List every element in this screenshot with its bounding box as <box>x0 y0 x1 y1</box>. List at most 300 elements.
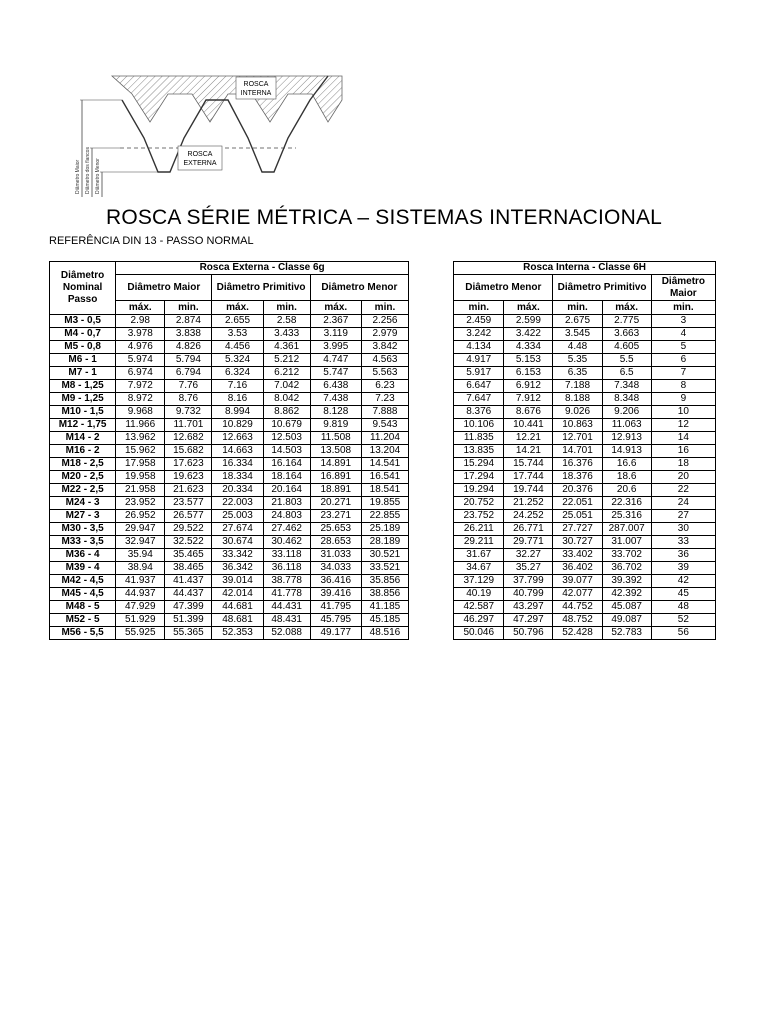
table-cell: 41.185 <box>361 601 408 614</box>
table-cell: 20.334 <box>212 484 263 497</box>
table-cell: 35.27 <box>504 562 553 575</box>
table-row <box>50 367 716 380</box>
thread-size-cell: M18 - 2,5 <box>50 458 116 471</box>
table-row <box>50 406 716 419</box>
table-row <box>50 471 716 484</box>
table-cell: 28.189 <box>361 536 408 549</box>
table-cell: 9.732 <box>165 406 212 419</box>
table-cell: 12.663 <box>212 432 263 445</box>
table-cell: 37.799 <box>504 575 553 588</box>
table-cell: 40.19 <box>454 588 504 601</box>
table-cell: 14 <box>651 432 715 445</box>
table-cell: 7.23 <box>361 393 408 406</box>
ext-sub-header: min. <box>165 301 212 315</box>
table-cell: 44.681 <box>212 601 263 614</box>
table-row <box>50 484 716 497</box>
table-cell: 38.778 <box>263 575 310 588</box>
table-cell: 55.925 <box>116 627 165 640</box>
table-cell: 36.342 <box>212 562 263 575</box>
table-cell: 31.007 <box>602 536 651 549</box>
ext-major-header: Diâmetro Maior <box>116 275 212 301</box>
thread-size-cell: M22 - 2,5 <box>50 484 116 497</box>
table-cell: 12.503 <box>263 432 310 445</box>
thread-size-cell: M9 - 1,25 <box>50 393 116 406</box>
table-cell: 26.577 <box>165 510 212 523</box>
table-cell: 6.438 <box>310 380 361 393</box>
table-cell: 7.972 <box>116 380 165 393</box>
table-cell: 28.653 <box>310 536 361 549</box>
table-cell: 41.937 <box>116 575 165 588</box>
table-cell: 18.891 <box>310 484 361 497</box>
internal-thread-hatch <box>112 76 342 122</box>
table-cell: 13.962 <box>116 432 165 445</box>
table-cell: 13.835 <box>454 445 504 458</box>
table-cell: 17.294 <box>454 471 504 484</box>
table-cell: 6 <box>651 354 715 367</box>
table-cell: 8.76 <box>165 393 212 406</box>
table-cell: 6.153 <box>504 367 553 380</box>
table-cell: 16 <box>651 445 715 458</box>
table-cell: 38.94 <box>116 562 165 575</box>
table-cell: 29.211 <box>454 536 504 549</box>
table-cell: 52.783 <box>602 627 651 640</box>
table-cell: 6.212 <box>263 367 310 380</box>
table-cell: 7.348 <box>602 380 651 393</box>
table-cell: 19.294 <box>454 484 504 497</box>
table-cell: 4.747 <box>310 354 361 367</box>
table-cell: 17.744 <box>504 471 553 484</box>
table-cell: 47.297 <box>504 614 553 627</box>
table-cell: 10.829 <box>212 419 263 432</box>
table-cell: 8.348 <box>602 393 651 406</box>
table-cell: 9.206 <box>602 406 651 419</box>
table-row <box>50 315 716 328</box>
table-cell: 11.966 <box>116 419 165 432</box>
table-cell: 2.775 <box>602 315 651 328</box>
table-cell: 15.294 <box>454 458 504 471</box>
table-cell: 2.874 <box>165 315 212 328</box>
table-cell: 12.913 <box>602 432 651 445</box>
int-sub-header: máx. <box>504 301 553 315</box>
table-cell: 8.994 <box>212 406 263 419</box>
table-cell: 12 <box>651 419 715 432</box>
ext-sub-header: min. <box>361 301 408 315</box>
table-cell: 7.16 <box>212 380 263 393</box>
table-cell: 20.376 <box>553 484 602 497</box>
table-cell: 44.752 <box>553 601 602 614</box>
table-cell: 23.752 <box>454 510 504 523</box>
label-rosca-externa-2: EXTERNA <box>183 160 217 167</box>
table-cell: 8.16 <box>212 393 263 406</box>
table-cell: 42 <box>651 575 715 588</box>
table-cell: 15.744 <box>504 458 553 471</box>
table-cell: 6.5 <box>602 367 651 380</box>
table-cell: 6.324 <box>212 367 263 380</box>
table-cell: 41.778 <box>263 588 310 601</box>
table-cell: 15.682 <box>165 445 212 458</box>
table-cell: 25.051 <box>553 510 602 523</box>
table-cell: 46.297 <box>454 614 504 627</box>
dim-label-major: Diâmetro Maior <box>75 159 81 194</box>
table-cell: 33 <box>651 536 715 549</box>
table-cell: 3.433 <box>263 328 310 341</box>
table-cell: 4.334 <box>504 341 553 354</box>
thread-size-cell: M48 - 5 <box>50 601 116 614</box>
thread-size-cell: M20 - 2,5 <box>50 471 116 484</box>
table-cell: 47.929 <box>116 601 165 614</box>
table-cell: 38.856 <box>361 588 408 601</box>
table-cell: 18.541 <box>361 484 408 497</box>
table-row <box>50 354 716 367</box>
table-cell: 2.599 <box>504 315 553 328</box>
table-row <box>50 627 716 640</box>
table-cell: 2.675 <box>553 315 602 328</box>
table-row <box>50 497 716 510</box>
table-cell: 22.316 <box>602 497 651 510</box>
table-cell: 7.188 <box>553 380 602 393</box>
table-cell: 4.48 <box>553 341 602 354</box>
table-cell: 4.976 <box>116 341 165 354</box>
thread-size-cell: M4 - 0,7 <box>50 328 116 341</box>
table-cell: 34.033 <box>310 562 361 575</box>
table-cell: 39.014 <box>212 575 263 588</box>
table-cell: 5.747 <box>310 367 361 380</box>
table-cell: 42.077 <box>553 588 602 601</box>
table-cell: 9.819 <box>310 419 361 432</box>
table-cell: 51.399 <box>165 614 212 627</box>
table-cell: 16.6 <box>602 458 651 471</box>
table-cell: 26.952 <box>116 510 165 523</box>
table-cell: 20.6 <box>602 484 651 497</box>
thread-size-cell: M7 - 1 <box>50 367 116 380</box>
table-cell: 3.53 <box>212 328 263 341</box>
table-cell: 9.968 <box>116 406 165 419</box>
table-cell: 44.431 <box>263 601 310 614</box>
table-cell: 37.129 <box>454 575 504 588</box>
table-row <box>50 523 716 536</box>
table-cell: 30.727 <box>553 536 602 549</box>
thread-size-cell: M27 - 3 <box>50 510 116 523</box>
table-cell: 7.042 <box>263 380 310 393</box>
table-cell: 41.795 <box>310 601 361 614</box>
table-cell: 30.521 <box>361 549 408 562</box>
table-cell: 20.164 <box>263 484 310 497</box>
table-cell: 49.087 <box>602 614 651 627</box>
table-cell: 33.118 <box>263 549 310 562</box>
ext-sub-header: máx. <box>212 301 263 315</box>
table-cell: 56 <box>651 627 715 640</box>
table-cell: 29.771 <box>504 536 553 549</box>
table-cell: 47.399 <box>165 601 212 614</box>
table-cell: 45.185 <box>361 614 408 627</box>
table-cell: 29.522 <box>165 523 212 536</box>
table-cell: 2.655 <box>212 315 263 328</box>
table-cell: 2.459 <box>454 315 504 328</box>
thread-size-cell: M14 - 2 <box>50 432 116 445</box>
table-cell: 13.508 <box>310 445 361 458</box>
table-cell: 36 <box>651 549 715 562</box>
table-cell: 48.752 <box>553 614 602 627</box>
table-cell: 2.58 <box>263 315 310 328</box>
table-cell: 44.937 <box>116 588 165 601</box>
table-cell: 25.003 <box>212 510 263 523</box>
table-cell: 45 <box>651 588 715 601</box>
table-cell: 4.826 <box>165 341 212 354</box>
table-cell: 11.508 <box>310 432 361 445</box>
table-cell: 22.003 <box>212 497 263 510</box>
table-row <box>50 588 716 601</box>
table-row <box>50 562 716 575</box>
table-cell: 36.402 <box>553 562 602 575</box>
table-cell: 6.912 <box>504 380 553 393</box>
table-cell: 6.647 <box>454 380 504 393</box>
ext-sub-header: máx. <box>116 301 165 315</box>
table-row <box>50 575 716 588</box>
thread-size-cell: M33 - 3,5 <box>50 536 116 549</box>
table-cell: 38.465 <box>165 562 212 575</box>
table-cell: 21.803 <box>263 497 310 510</box>
table-row <box>50 341 716 354</box>
table-cell: 42.392 <box>602 588 651 601</box>
table-cell: 45.087 <box>602 601 651 614</box>
table-cell: 14.663 <box>212 445 263 458</box>
table-cell: 14.891 <box>310 458 361 471</box>
table-cell: 6.794 <box>165 367 212 380</box>
table-cell: 34.67 <box>454 562 504 575</box>
table-cell: 11.204 <box>361 432 408 445</box>
table-cell: 10.679 <box>263 419 310 432</box>
table-cell: 24 <box>651 497 715 510</box>
table-cell: 50.046 <box>454 627 504 640</box>
thread-size-cell: M5 - 0,8 <box>50 341 116 354</box>
label-rosca-interna-1: ROSCA <box>243 81 269 88</box>
table-cell: 9.026 <box>553 406 602 419</box>
table-cell: 33.342 <box>212 549 263 562</box>
table-cell: 32.27 <box>504 549 553 562</box>
table-cell: 11.701 <box>165 419 212 432</box>
table-cell: 19.958 <box>116 471 165 484</box>
table-cell: 5.794 <box>165 354 212 367</box>
table-cell: 14.21 <box>504 445 553 458</box>
table-cell: 27.727 <box>553 523 602 536</box>
table-cell: 43.297 <box>504 601 553 614</box>
table-cell: 50.796 <box>504 627 553 640</box>
table-cell: 21.252 <box>504 497 553 510</box>
table-cell: 10.863 <box>553 419 602 432</box>
table-cell: 26.211 <box>454 523 504 536</box>
table-cell: 16.164 <box>263 458 310 471</box>
table-cell: 36.416 <box>310 575 361 588</box>
table-row <box>50 510 716 523</box>
int-sub-header: min. <box>553 301 602 315</box>
table-cell: 8.862 <box>263 406 310 419</box>
table-cell: 9.543 <box>361 419 408 432</box>
table-cell: 48 <box>651 601 715 614</box>
table-cell: 5 <box>651 341 715 354</box>
thread-size-cell: M24 - 3 <box>50 497 116 510</box>
int-minor-header: Diâmetro Menor <box>454 275 553 301</box>
thread-size-cell: M12 - 1,75 <box>50 419 116 432</box>
table-cell: 7.647 <box>454 393 504 406</box>
table-cell: 27.462 <box>263 523 310 536</box>
thread-size-cell: M6 - 1 <box>50 354 116 367</box>
table-cell: 7.76 <box>165 380 212 393</box>
table-cell: 18.334 <box>212 471 263 484</box>
table-cell: 52.088 <box>263 627 310 640</box>
table-cell: 39.416 <box>310 588 361 601</box>
table-cell: 10.106 <box>454 419 504 432</box>
table-cell: 4.605 <box>602 341 651 354</box>
table-cell: 19.744 <box>504 484 553 497</box>
table-cell: 2.979 <box>361 328 408 341</box>
table-cell: 5.563 <box>361 367 408 380</box>
table-cell: 3.663 <box>602 328 651 341</box>
table-row <box>50 445 716 458</box>
table-row <box>50 393 716 406</box>
table-cell: 52 <box>651 614 715 627</box>
table-cell: 21.623 <box>165 484 212 497</box>
table-cell: 3.242 <box>454 328 504 341</box>
table-cell: 3.995 <box>310 341 361 354</box>
table-cell: 8.042 <box>263 393 310 406</box>
thread-table <box>49 261 716 640</box>
table-cell: 19.855 <box>361 497 408 510</box>
table-cell: 8.376 <box>454 406 504 419</box>
table-cell: 33.402 <box>553 549 602 562</box>
table-cell: 32.947 <box>116 536 165 549</box>
table-cell: 51.929 <box>116 614 165 627</box>
thread-size-cell: M56 - 5,5 <box>50 627 116 640</box>
label-rosca-externa-1: ROSCA <box>187 151 213 158</box>
table-cell: 48.681 <box>212 614 263 627</box>
table-cell: 20.752 <box>454 497 504 510</box>
table-cell: 3 <box>651 315 715 328</box>
thread-size-cell: M36 - 4 <box>50 549 116 562</box>
table-cell: 40.799 <box>504 588 553 601</box>
table-cell: 35.94 <box>116 549 165 562</box>
table-cell: 30.674 <box>212 536 263 549</box>
table-cell: 33.702 <box>602 549 651 562</box>
table-cell: 2.98 <box>116 315 165 328</box>
int-sub-header: min. <box>454 301 504 315</box>
table-cell: 33.521 <box>361 562 408 575</box>
table-cell: 20.271 <box>310 497 361 510</box>
table-cell: 5.917 <box>454 367 504 380</box>
thread-size-cell: M10 - 1,5 <box>50 406 116 419</box>
table-cell: 39 <box>651 562 715 575</box>
table-cell: 2.367 <box>310 315 361 328</box>
table-row <box>50 432 716 445</box>
table-cell: 36.118 <box>263 562 310 575</box>
table-cell: 26.771 <box>504 523 553 536</box>
table-cell: 52.353 <box>212 627 263 640</box>
table-cell: 4.563 <box>361 354 408 367</box>
table-cell: 10.441 <box>504 419 553 432</box>
table-cell: 48.431 <box>263 614 310 627</box>
table-cell: 4.917 <box>454 354 504 367</box>
table-cell: 9 <box>651 393 715 406</box>
table-cell: 42.014 <box>212 588 263 601</box>
thread-profile-diagram <box>60 72 350 200</box>
table-cell: 8.972 <box>116 393 165 406</box>
table-cell: 49.177 <box>310 627 361 640</box>
table-cell: 22.855 <box>361 510 408 523</box>
table-cell: 4.361 <box>263 341 310 354</box>
dim-label-minor: Diâmetro Menor <box>95 158 101 194</box>
table-cell: 23.577 <box>165 497 212 510</box>
int-major-header: Diâmetro Maior <box>651 275 715 301</box>
table-cell: 13.204 <box>361 445 408 458</box>
thread-size-cell: M8 - 1,25 <box>50 380 116 393</box>
table-cell: 18.164 <box>263 471 310 484</box>
table-cell: 18 <box>651 458 715 471</box>
table-row <box>50 601 716 614</box>
thread-size-cell: M39 - 4 <box>50 562 116 575</box>
ext-minor-header: Diâmetro Menor <box>310 275 408 301</box>
table-cell: 39.077 <box>553 575 602 588</box>
table-cell: 5.974 <box>116 354 165 367</box>
thread-size-cell: M45 - 4,5 <box>50 588 116 601</box>
table-cell: 7 <box>651 367 715 380</box>
int-pitch-header: Diâmetro Primitivo <box>553 275 651 301</box>
table-cell: 25.189 <box>361 523 408 536</box>
table-cell: 8.128 <box>310 406 361 419</box>
table-cell: 287.007 <box>602 523 651 536</box>
table-row <box>50 614 716 627</box>
table-cell: 3.119 <box>310 328 361 341</box>
table-cell: 30 <box>651 523 715 536</box>
thread-size-cell: M42 - 4,5 <box>50 575 116 588</box>
table-row <box>50 328 716 341</box>
label-rosca-interna-2: INTERNA <box>240 90 272 97</box>
table-cell: 17.958 <box>116 458 165 471</box>
table-row <box>50 419 716 432</box>
table-cell: 6.974 <box>116 367 165 380</box>
table-cell: 6.35 <box>553 367 602 380</box>
table-cell: 25.316 <box>602 510 651 523</box>
table-cell: 31.67 <box>454 549 504 562</box>
table-cell: 17.623 <box>165 458 212 471</box>
table-cell: 24.252 <box>504 510 553 523</box>
table-cell: 12.701 <box>553 432 602 445</box>
table-cell: 32.522 <box>165 536 212 549</box>
table-cell: 22 <box>651 484 715 497</box>
table-cell: 11.063 <box>602 419 651 432</box>
table-cell: 8.188 <box>553 393 602 406</box>
table-cell: 3.838 <box>165 328 212 341</box>
thread-size-cell: M16 - 2 <box>50 445 116 458</box>
table-cell: 44.437 <box>165 588 212 601</box>
table-cell: 2.256 <box>361 315 408 328</box>
ext-sub-header: min. <box>263 301 310 315</box>
table-cell: 35.856 <box>361 575 408 588</box>
table-cell: 8 <box>651 380 715 393</box>
table-cell: 18.6 <box>602 471 651 484</box>
table-cell: 45.795 <box>310 614 361 627</box>
table-cell: 36.702 <box>602 562 651 575</box>
table-cell: 16.541 <box>361 471 408 484</box>
table-cell: 41.437 <box>165 575 212 588</box>
thread-size-cell: M3 - 0,5 <box>50 315 116 328</box>
table-cell: 14.913 <box>602 445 651 458</box>
table-cell: 4 <box>651 328 715 341</box>
table-cell: 5.153 <box>504 354 553 367</box>
table-cell: 6.23 <box>361 380 408 393</box>
table-cell: 39.392 <box>602 575 651 588</box>
corner-header: Diâmetro Nominal Passo <box>50 262 116 315</box>
ext-pitch-header: Diâmetro Primitivo <box>212 275 310 301</box>
table-cell: 35.465 <box>165 549 212 562</box>
